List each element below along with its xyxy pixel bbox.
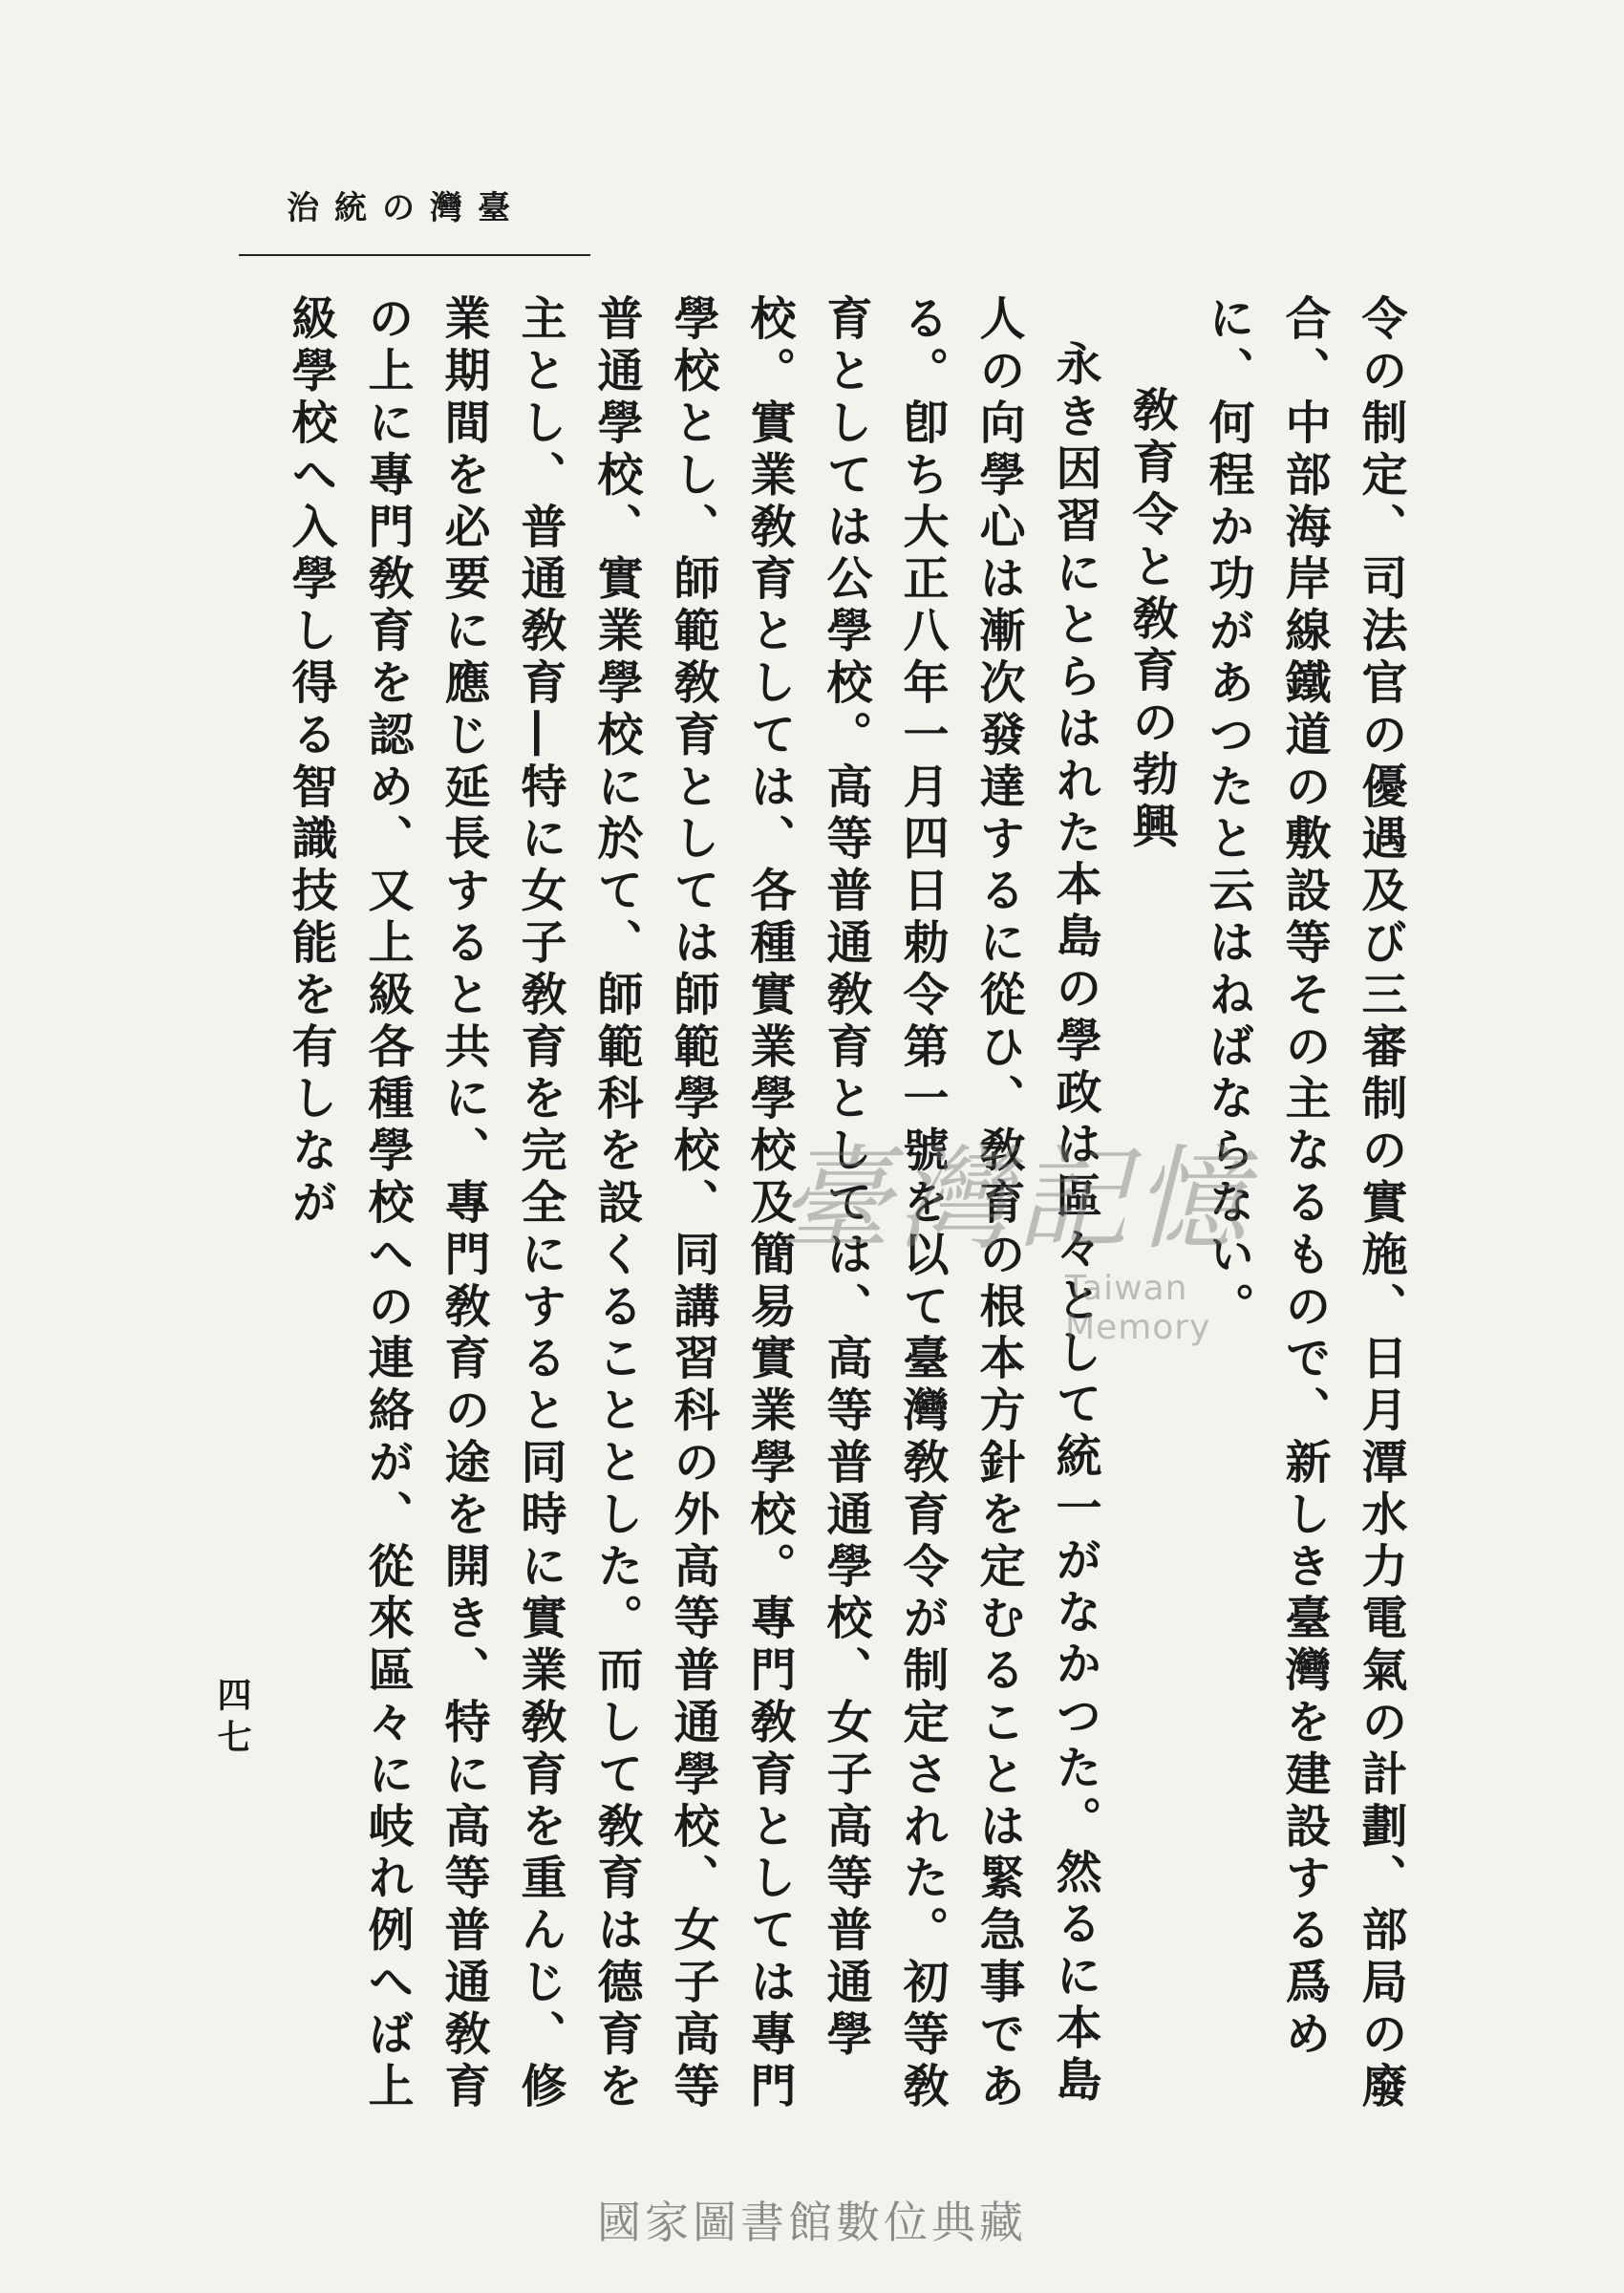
vertical-body-text [272,294,1419,2148]
paragraph-1: 令の制定、司法官の優遇及び三審制の實施、日月潭水力電氣の計劃、部局の廢合、中部海岸線鐵道の敷設等その主なるもので、新しき臺灣を建設する爲めに、何程か功があつたと云はねばならない。 [1201,294,1407,2113]
running-header: 治統の灣臺 [287,189,525,227]
paragraph-2: 永き因習にとらはれた本島の學政は區々として統一がなかつた。然るに本島人の向學心は漸次發達するに從ひ、敎育の根本方針を定むることは緊急事である。卽ち大正八年一月四日勅令第一號を以て臺灣敎育令が制定された。初等敎育としては公學校。高等普通敎育としては、高等普通學校、女子高等普通學校。實業敎育としては、各種實業學校及簡易實業學校。專門敎育としては專門學校とし、師範敎育としては師範學校、同講習科の外高等普通學校、女子高等普通學校、實業學校に於て、師範科を設くることとした。而して敎育は德育を主とし、普通敎育―特に女子敎育を完全にすると同時に實業敎育を重んじ、修業期間を必要に應じ延長すると共に、專門敎育の途を開き、特に高等普通敎育の上に專門敎育を認め、又上級各種學校への連絡が、從來區々に岐れ例へば上級學校へ入學し得る智識技能を有しなが [284,294,1101,2113]
watermark-english: Taiwan Memory [1065,1269,1211,1347]
page-number: 四七 [212,1677,252,1761]
footer-credit: 國家圖書館數位典藏 [597,2197,1027,2248]
section-heading: 敎育令と敎育の勃興 [1124,386,1178,854]
header-rule [239,254,590,256]
watermark-chinese: 臺灣記憶 [779,1133,1253,1265]
